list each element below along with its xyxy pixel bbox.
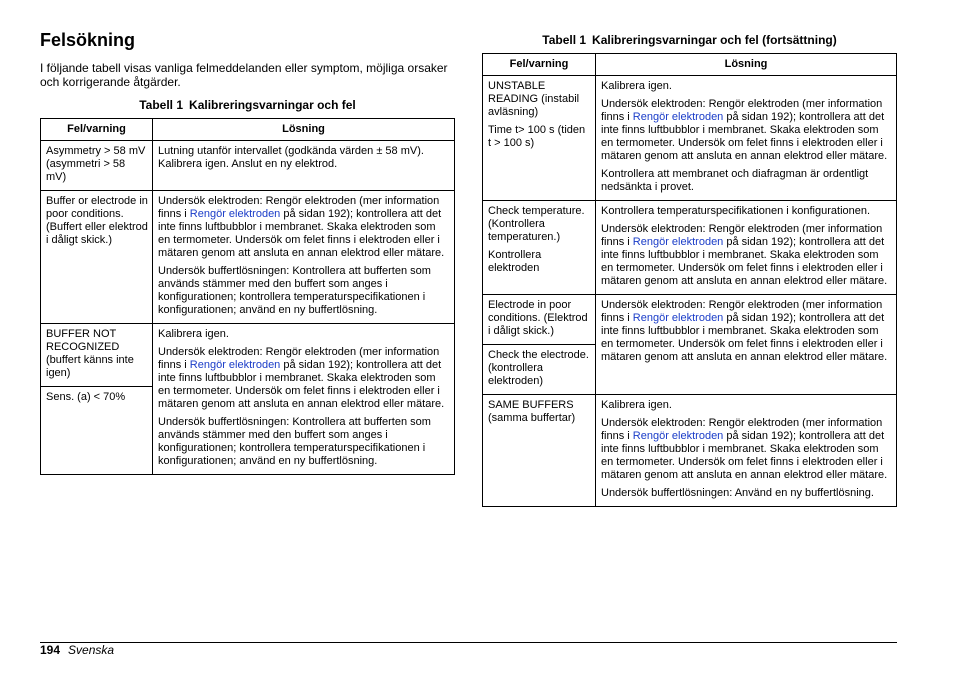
solution-cell: Kalibrera igen. Undersök elektroden: Rengör elektroden (mer information finns i Rengör elektroden på sidan 192); kontrollera att det inte finns luftbubblor i membranet. Skaka elektroden som en termometer. Undersök om felet finns i elektroden eller i mätaren genom att ansluta en annan elektrod eller mätare. Undersök buffertlösningen: Använd en ny buffertlösning. [596,395,897,507]
solution-cell: Kalibrera igen. Undersök elektroden: Rengör elektroden (mer information finns i Rengör elektroden på sidan 192); kontrollera att det inte finns luftbubblor i membranet. Skaka elektroden som en termometer. Undersök om felet finns i elektroden eller i mätaren genom att ansluta en annan elektrod eller mätare. Kontrollera att membranet och diafragman är ordentligt nedsänkta i provet. [596,76,897,201]
intro-text: I följande tabell visas vanliga felmeddelanden eller symptom, möjliga orsaker och korrigerande åtgärder. [40,61,448,89]
table-row [483,201,897,295]
footer-divider [40,642,897,643]
link-rengor-elektroden[interactable]: Rengör elektroden [632,312,724,324]
col-header-solution: Lösning [153,119,455,141]
solution-cell: Undersök elektroden: Rengör elektroden (mer information finns i Rengör elektroden på sidan 192); kontrollera att det inte finns luftbubblor i membranet. Skaka elektroden som en termometer. Undersök om felet finns i elektroden eller i mätaren genom att ansluta en annan elektrod eller mätare. Undersök buffertlösningen: Kontrollera att bufferten som används stämmer med den buffert som anges i konfigurationen; kontrollera temperaturspecifikationen i konfigurationen; använd en ny buffertlösning. [153,191,455,324]
right-table [482,53,897,507]
left-caption-number: Tabell 1 [139,98,184,112]
left-caption-text: Kalibreringsvarningar och fel [189,98,356,112]
table-row [41,191,455,324]
left-table-caption [40,98,455,112]
page-number: 194 [40,643,61,657]
col-header-error: Fel/varning [41,119,153,141]
link-rengor-elektroden[interactable]: Rengör elektroden [632,430,724,442]
error-cell: UNSTABLE READING (instabil avläsning) Time t> 100 s (tiden t > 100 s) [483,76,596,201]
error-cell: BUFFER NOT RECOGNIZED (buffert känns inte igen) Sens. (a) < 70% [41,324,153,475]
right-caption-number: Tabell 1 [542,33,587,47]
table-row [41,141,455,191]
link-rengor-elektroden[interactable]: Rengör elektroden [632,111,724,123]
col-header-error: Fel/varning [483,54,596,76]
error-cell: Buffer or electrode in poor conditions. (Buffert eller elektrod i dåligt skick.) [41,191,153,324]
left-table [40,118,455,475]
solution-cell: Kontrollera temperaturspecifikationen i konfigurationen. Undersök elektroden: Rengör elektroden (mer information finns i Rengör elektroden på sidan 192); kontrollera att det inte finns luftbubblor i membranet. Skaka elektroden som en termometer. Undersök om felet finns i elektroden eller i mätaren genom att ansluta en annan elektrod eller mätare. [596,201,897,295]
link-rengor-elektroden[interactable]: Rengör elektroden [189,208,281,220]
page-footer [40,643,114,657]
table-row [483,76,897,201]
table-header-row [41,119,455,141]
table-row [483,295,897,395]
table-header-row [483,54,897,76]
page-title: Felsökning [40,30,136,50]
link-rengor-elektroden[interactable]: Rengör elektroden [632,236,724,248]
error-cell: Check temperature. (Kontrollera temperaturen.) Kontrollera elektroden [483,201,596,295]
table-row [41,324,455,475]
error-cell: Electrode in poor conditions. (Elektrod i dåligt skick.) Check the electrode. (kontrollera elektroden) [483,295,596,395]
col-header-solution: Lösning [596,54,897,76]
table-row [483,395,897,507]
right-table-caption [482,33,897,47]
right-caption-text: Kalibreringsvarningar och fel (fortsättning) [592,33,837,47]
link-rengor-elektroden[interactable]: Rengör elektroden [189,359,281,371]
error-cell: Asymmetry > 58 mV (asymmetri > 58 mV) [41,141,153,191]
footer-language: Svenska [68,643,115,657]
solution-cell: Undersök elektroden: Rengör elektroden (mer information finns i Rengör elektroden på sidan 192); kontrollera att det inte finns luftbubblor i membranet. Skaka elektroden som en termometer. Undersök om felet finns i elektroden eller i mätaren genom att ansluta en annan elektrod eller mätare. [596,295,897,395]
error-cell: SAME BUFFERS (samma buffertar) [483,395,596,507]
solution-cell: Kalibrera igen. Undersök elektroden: Rengör elektroden (mer information finns i Rengör elektroden på sidan 192); kontrollera att det inte finns luftbubblor i membranet. Skaka elektroden som en termometer. Undersök om felet finns i elektroden eller i mätaren genom att ansluta en annan elektrod eller mätare. Undersök buffertlösningen: Kontrollera att bufferten som används stämmer med den buffert som anges i konfigurationen; kontrollera temperaturspecifikationen i konfigurationen; använd en ny buffertlösning. [153,324,455,475]
solution-cell: Lutning utanför intervallet (godkända värden ± 58 mV). Kalibrera igen. Anslut en ny elektrod. [153,141,455,191]
